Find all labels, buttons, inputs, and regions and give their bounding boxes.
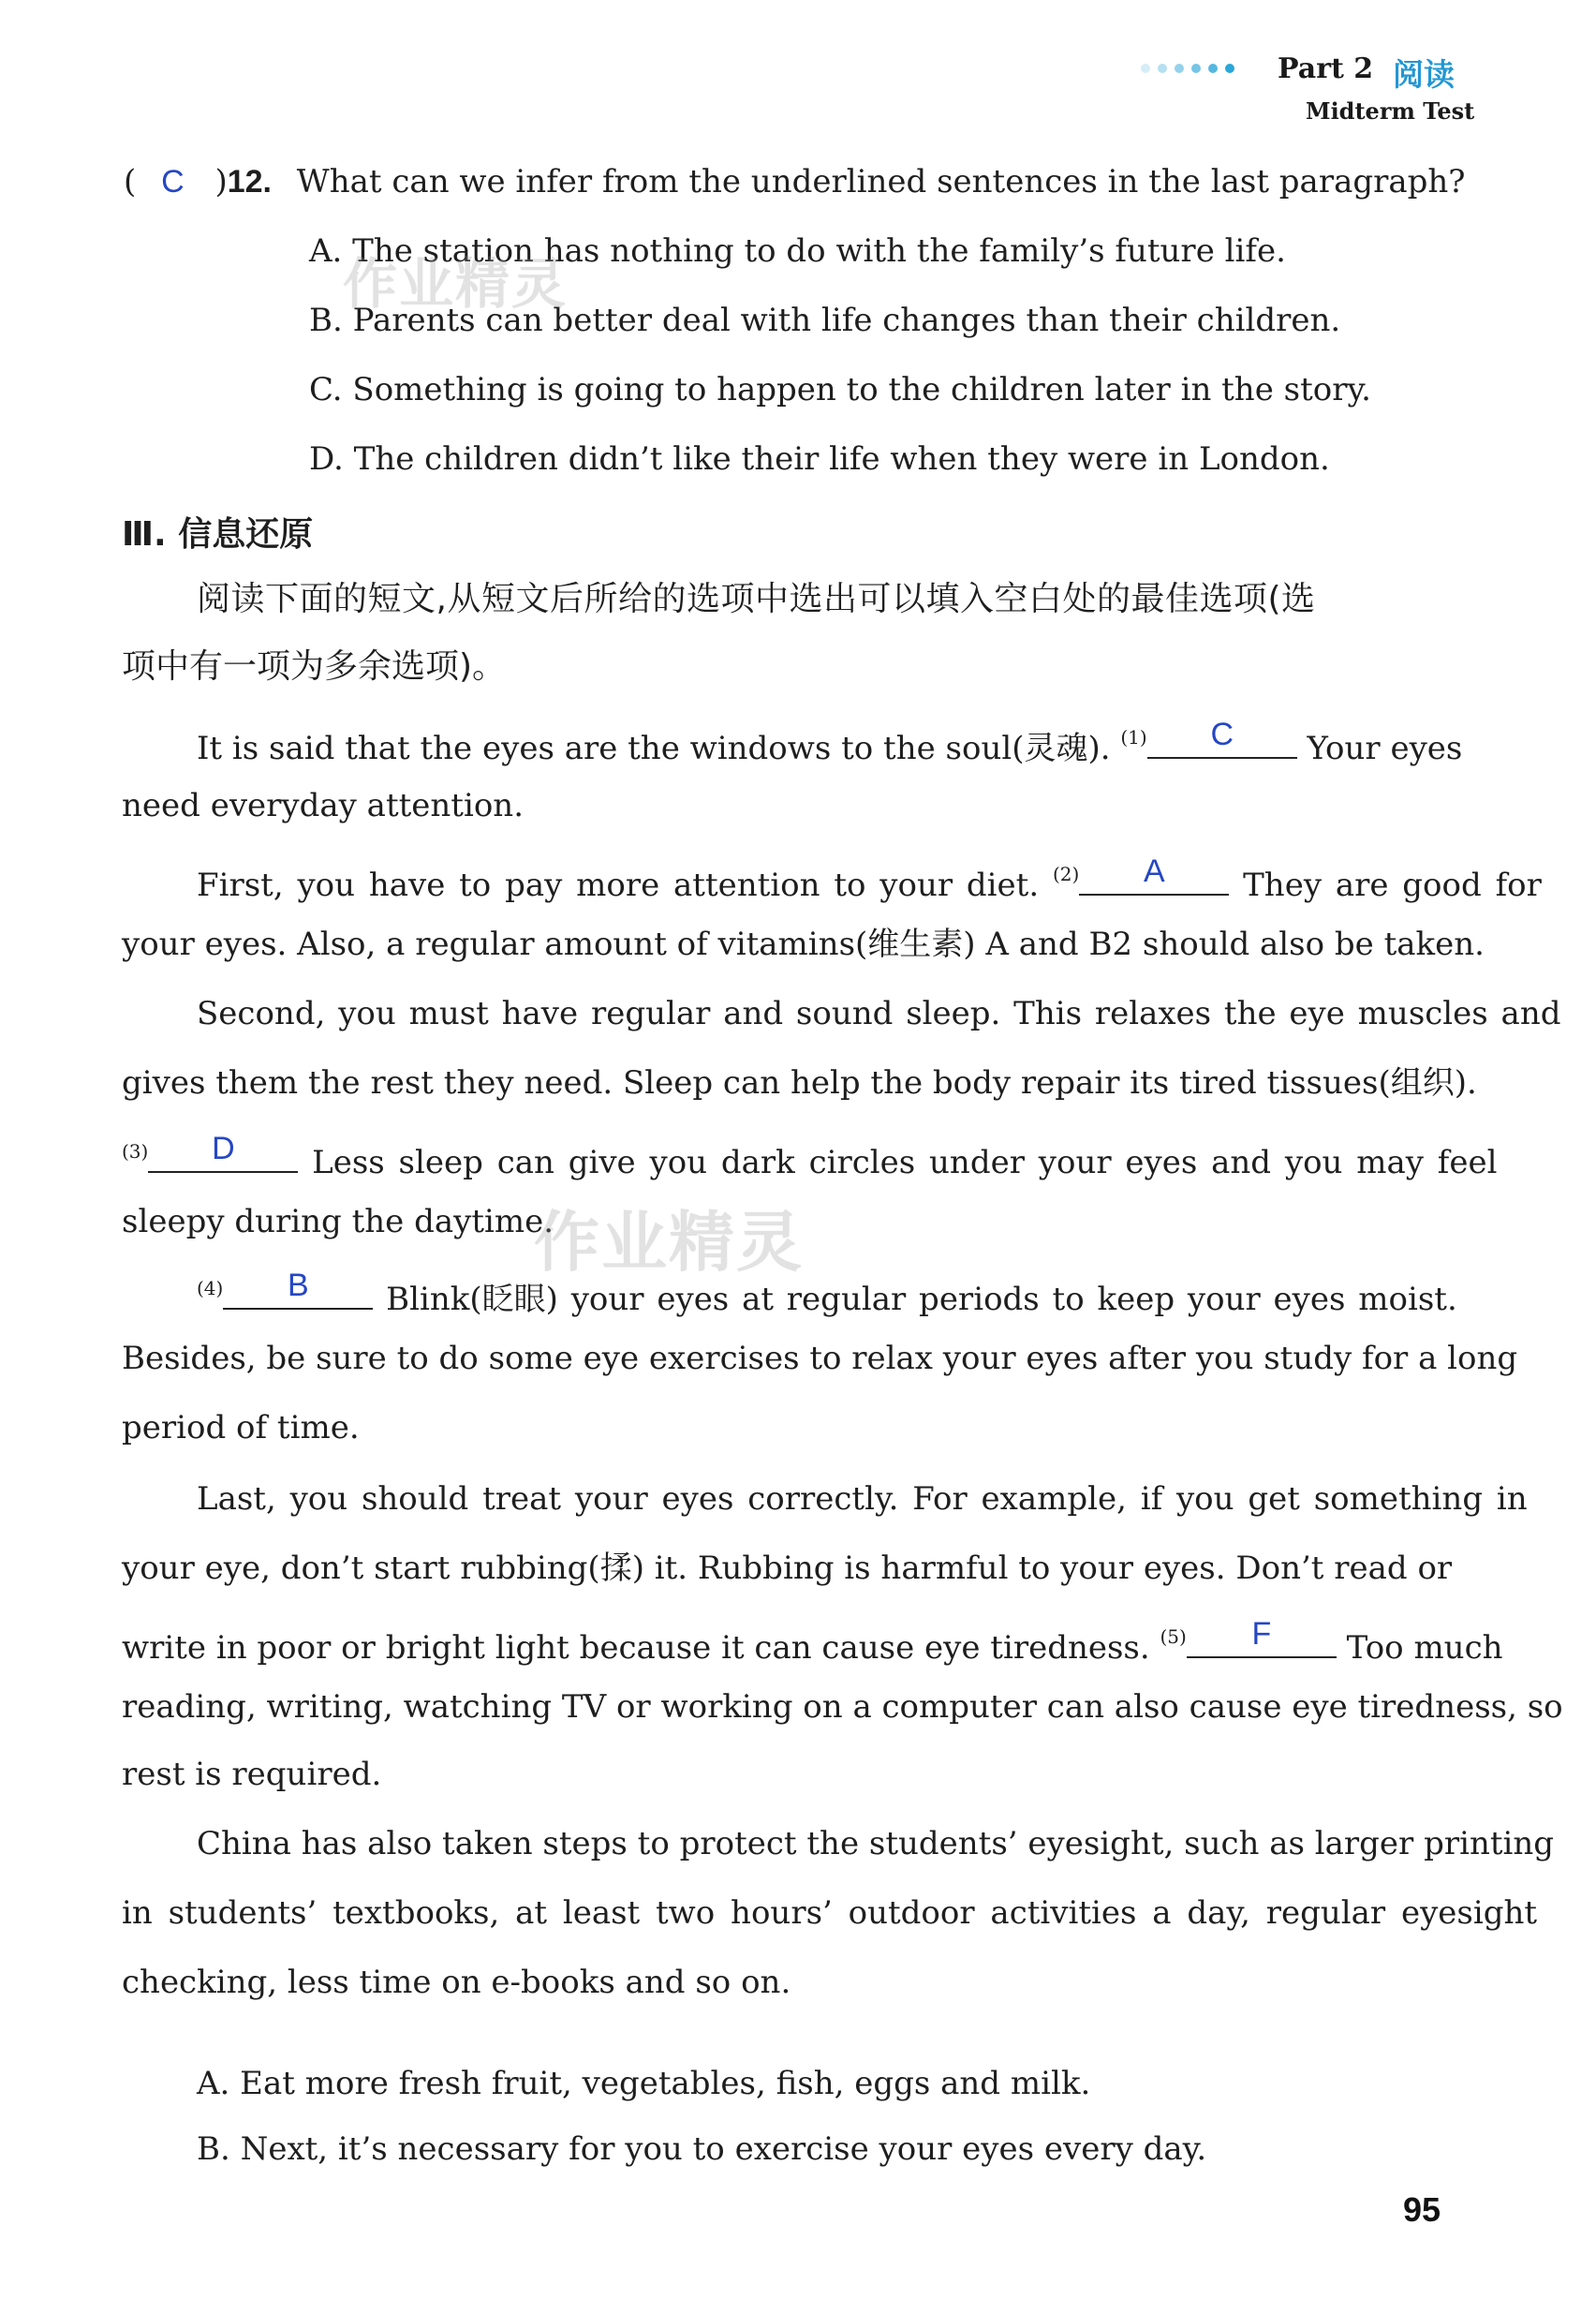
paragraph-5-line-4: reading, writing, watching TV or working on a computer can also cause eye tiredness, so [122,1688,1563,1726]
instruction-line-2: 项中有一项为多余选项)。 [122,647,507,686]
blank-5[interactable]: F [1187,1619,1337,1658]
paragraph-3-line-4: sleepy during the daytime. [122,1203,554,1240]
paragraph-3-line-2: gives them the rest they need. Sleep can help the body repair its tired tissues(组织). [122,1064,1477,1102]
header-dots [1141,58,1242,86]
question-number: 12. [227,164,272,200]
option-b: B. Parents can better deal with life changes than their children. [309,302,1341,339]
part-label: Part 2 [1278,52,1374,85]
choice-a: A. Eat more fresh fruit, vegetables, fish, eggs and milk. [197,2065,1091,2102]
paragraph-5-line-5: rest is required. [122,1756,382,1793]
midterm-subtitle: Midterm Test [1306,97,1475,125]
watermark: 作业精灵 [343,252,569,316]
option-d: D. The children didn’t like their life when they were in London. [309,440,1330,478]
page-number: 95 [1403,2190,1441,2229]
paragraph-1-line-2: need everyday attention. [122,787,525,824]
paragraph-6-line-1: China has also taken steps to protect the students’ eyesight, such as larger printing [197,1825,1555,1862]
paragraph-3-line-3: $^{(3)}$ D Less sleep can give you dark circles under your eyes and you may feel [122,1131,1498,1181]
question-12-answer: C [161,164,185,200]
option-c: C. Something is going to happen to the children later in the story. [309,371,1371,408]
paragraph-5-line-3: write in poor or bright light because it can cause eye tiredness. $^{(5)}$ F Too much [122,1616,1503,1667]
paragraph-4-line-1: $^{(4)}$ B Blink(眨眼) your eyes at regular periods to keep your eyes moist. [197,1268,1457,1318]
blank-1[interactable]: C [1147,719,1297,759]
paragraph-4-line-2: Besides, be sure to do some eye exercises to relax your eyes after you study for a long [122,1340,1518,1377]
blank-2[interactable]: A [1079,856,1229,896]
part-title-cn: 阅读 [1393,56,1455,93]
paragraph-1-line-1: It is said that the eyes are the windows to the soul(灵魂). $^{(1)}$ C Your eyes [197,717,1463,767]
paragraph-5-line-2: your eye, don’t start rubbing(揉) it. Rubbing is harmful to your eyes. Don’t read or [122,1550,1453,1587]
question-12: ( C )12. What can we infer from the underlined sentences in the last paragraph? [124,163,1466,200]
choice-b: B. Next, it’s necessary for you to exercise your eyes every day. [197,2130,1207,2168]
paragraph-3-line-1: Second, you must have regular and sound sleep. This relaxes the eye muscles and [197,995,1561,1032]
paragraph-2-line-1: First, you have to pay more attention to your diet. $^{(2)}$ A They are good for [197,853,1542,904]
blank-3[interactable]: D [148,1134,298,1173]
paragraph-6-line-2: in students’ textbooks, at least two hours’ outdoor activities a day, regular eyesight [122,1894,1538,1932]
blank-4[interactable]: B [223,1270,373,1310]
option-a: A. The station has nothing to do with the family’s future life. [309,232,1286,270]
paragraph-5-line-1: Last, you should treat your eyes correctly. For example, if you get something in [197,1480,1528,1518]
paragraph-2-line-2: your eyes. Also, a regular amount of vitamins(维生素) A and B2 should also be taken. [122,926,1485,963]
section-title: Ⅲ. 信息还原 [122,515,314,554]
instruction-line-1: 阅读下面的短文,从短文后所给的选项中选出可以填入空白处的最佳选项(选 [197,580,1316,618]
paragraph-4-line-3: period of time. [122,1409,360,1446]
watermark: 作业精灵 [534,1204,804,1281]
paragraph-6-line-3: checking, less time on e-books and so on. [122,1964,791,2001]
question-stem: What can we infer from the underlined sentences in the last paragraph? [296,163,1466,200]
